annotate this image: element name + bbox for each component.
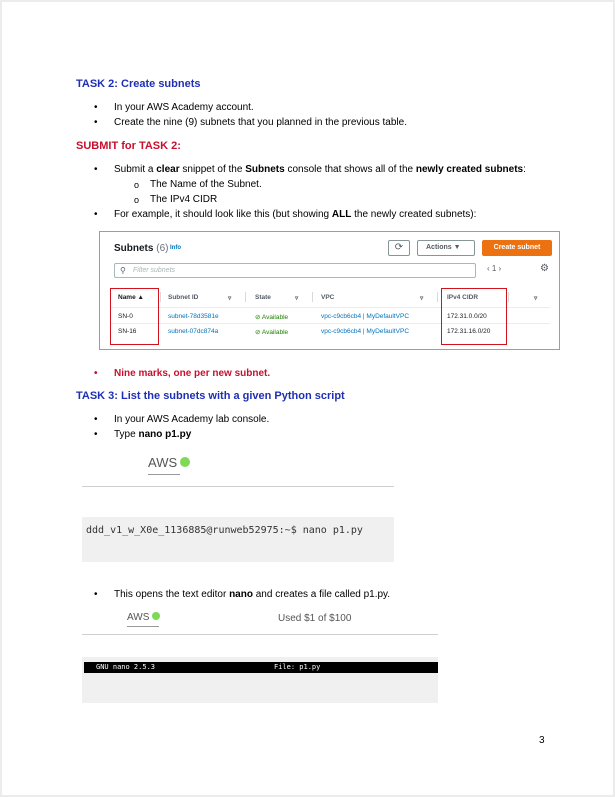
cidr-highlight-box xyxy=(441,288,507,345)
sort-icon[interactable]: ▿ xyxy=(228,295,232,302)
task3-bullet-1: • In your AWS Academy lab console. xyxy=(94,414,270,425)
aws-logo-2: AWS xyxy=(127,612,160,623)
submit2-sub-2: o The IPv4 CIDR xyxy=(134,194,218,205)
submit2-bullet-2: • For example, it should look like this (but showing ALL the newly created subnets): xyxy=(94,209,477,220)
document-page xyxy=(2,2,613,795)
sort-icon[interactable]: ▿ xyxy=(295,295,299,302)
terminal-command: ddd_v1_w_X0e_1136885@runweb52975:~$ nano p1.py xyxy=(86,525,363,536)
task3-bullet-2: • Type nano p1.py xyxy=(94,429,192,440)
task3-heading: TASK 3: List the subnets with a given Python script xyxy=(76,390,345,402)
col-subnet-id[interactable]: Subnet ID xyxy=(168,294,199,301)
search-icon: ⚲ xyxy=(120,266,126,275)
row-2-vpc[interactable]: vpc-c9cb6cb4 | MyDefaultVPC xyxy=(321,328,410,335)
terminal-screenshot xyxy=(82,517,394,562)
console-title: Subnets (6) xyxy=(114,243,169,254)
task2-bullet-2: • Create the nine (9) subnets that you planned in the previous table. xyxy=(94,117,407,128)
page-number: 3 xyxy=(539,735,545,746)
col-state[interactable]: State xyxy=(255,294,271,301)
row-2-cidr: 172.31.16.0/20 xyxy=(447,328,491,335)
submit2-sub-1: o The Name of the Subnet. xyxy=(134,179,262,190)
task2-bullet-1: • In your AWS Academy account. xyxy=(94,102,254,113)
task2-heading: TASK 2: Create subnets xyxy=(76,78,201,90)
create-subnet-button[interactable]: Create subnet xyxy=(482,240,552,256)
row-2-subnet-id[interactable]: subnet-07dc874a xyxy=(168,328,219,335)
filter-input[interactable]: ⚲ Filter subnets xyxy=(114,263,476,278)
refresh-button[interactable] xyxy=(388,240,410,256)
row-2-name: SN-16 xyxy=(118,328,137,335)
sort-icon[interactable]: ▿ xyxy=(534,295,538,302)
row-1-subnet-id[interactable]: subnet-78d3581e xyxy=(168,313,219,320)
refresh-icon: ⟳ xyxy=(394,242,404,253)
actions-button[interactable]: Actions ▼ xyxy=(417,240,475,256)
nano-title-bar: GNU nano 2.5.3 File: p1.py xyxy=(84,662,438,673)
status-dot-icon xyxy=(152,612,160,620)
task3-bullet-3: • This opens the text editor nano and creates a file called p1.py. xyxy=(94,589,391,600)
sort-icon[interactable]: ▿ xyxy=(420,295,424,302)
row-2-state: ⊘ Available xyxy=(255,329,289,336)
col-vpc[interactable]: VPC xyxy=(321,294,335,301)
budget-usage: Used $1 of $100 xyxy=(278,613,352,624)
col-ipv4-cidr[interactable]: IPv4 CIDR xyxy=(447,294,479,301)
name-highlight-box xyxy=(110,288,159,345)
marks-note: • Nine marks, one per new subnet. xyxy=(94,368,271,379)
status-dot-icon xyxy=(180,457,190,467)
row-1-vpc[interactable]: vpc-c9cb6cb4 | MyDefaultVPC xyxy=(321,313,410,320)
submit2-bullet-1: • Submit a clear snippet of the Subnets console that shows all of the newly created subnets: xyxy=(94,164,526,175)
gear-icon[interactable]: ⚙ xyxy=(540,263,549,274)
info-link[interactable]: Info xyxy=(170,245,181,251)
check-circle-icon: ⊘ xyxy=(255,314,261,321)
row-1-state: ⊘ Available xyxy=(255,314,289,321)
aws-logo: AWS xyxy=(148,455,190,470)
row-1-cidr: 172.31.0.0/20 xyxy=(447,313,487,320)
pagination[interactable]: ‹ 1 › xyxy=(487,264,502,273)
check-circle-icon: ⊘ xyxy=(255,329,261,336)
col-name[interactable]: Name ▲ xyxy=(118,294,144,301)
submit2-heading: SUBMIT for TASK 2: xyxy=(76,140,181,152)
row-1-name: SN-0 xyxy=(118,313,133,320)
subnets-console-snippet xyxy=(99,231,560,350)
